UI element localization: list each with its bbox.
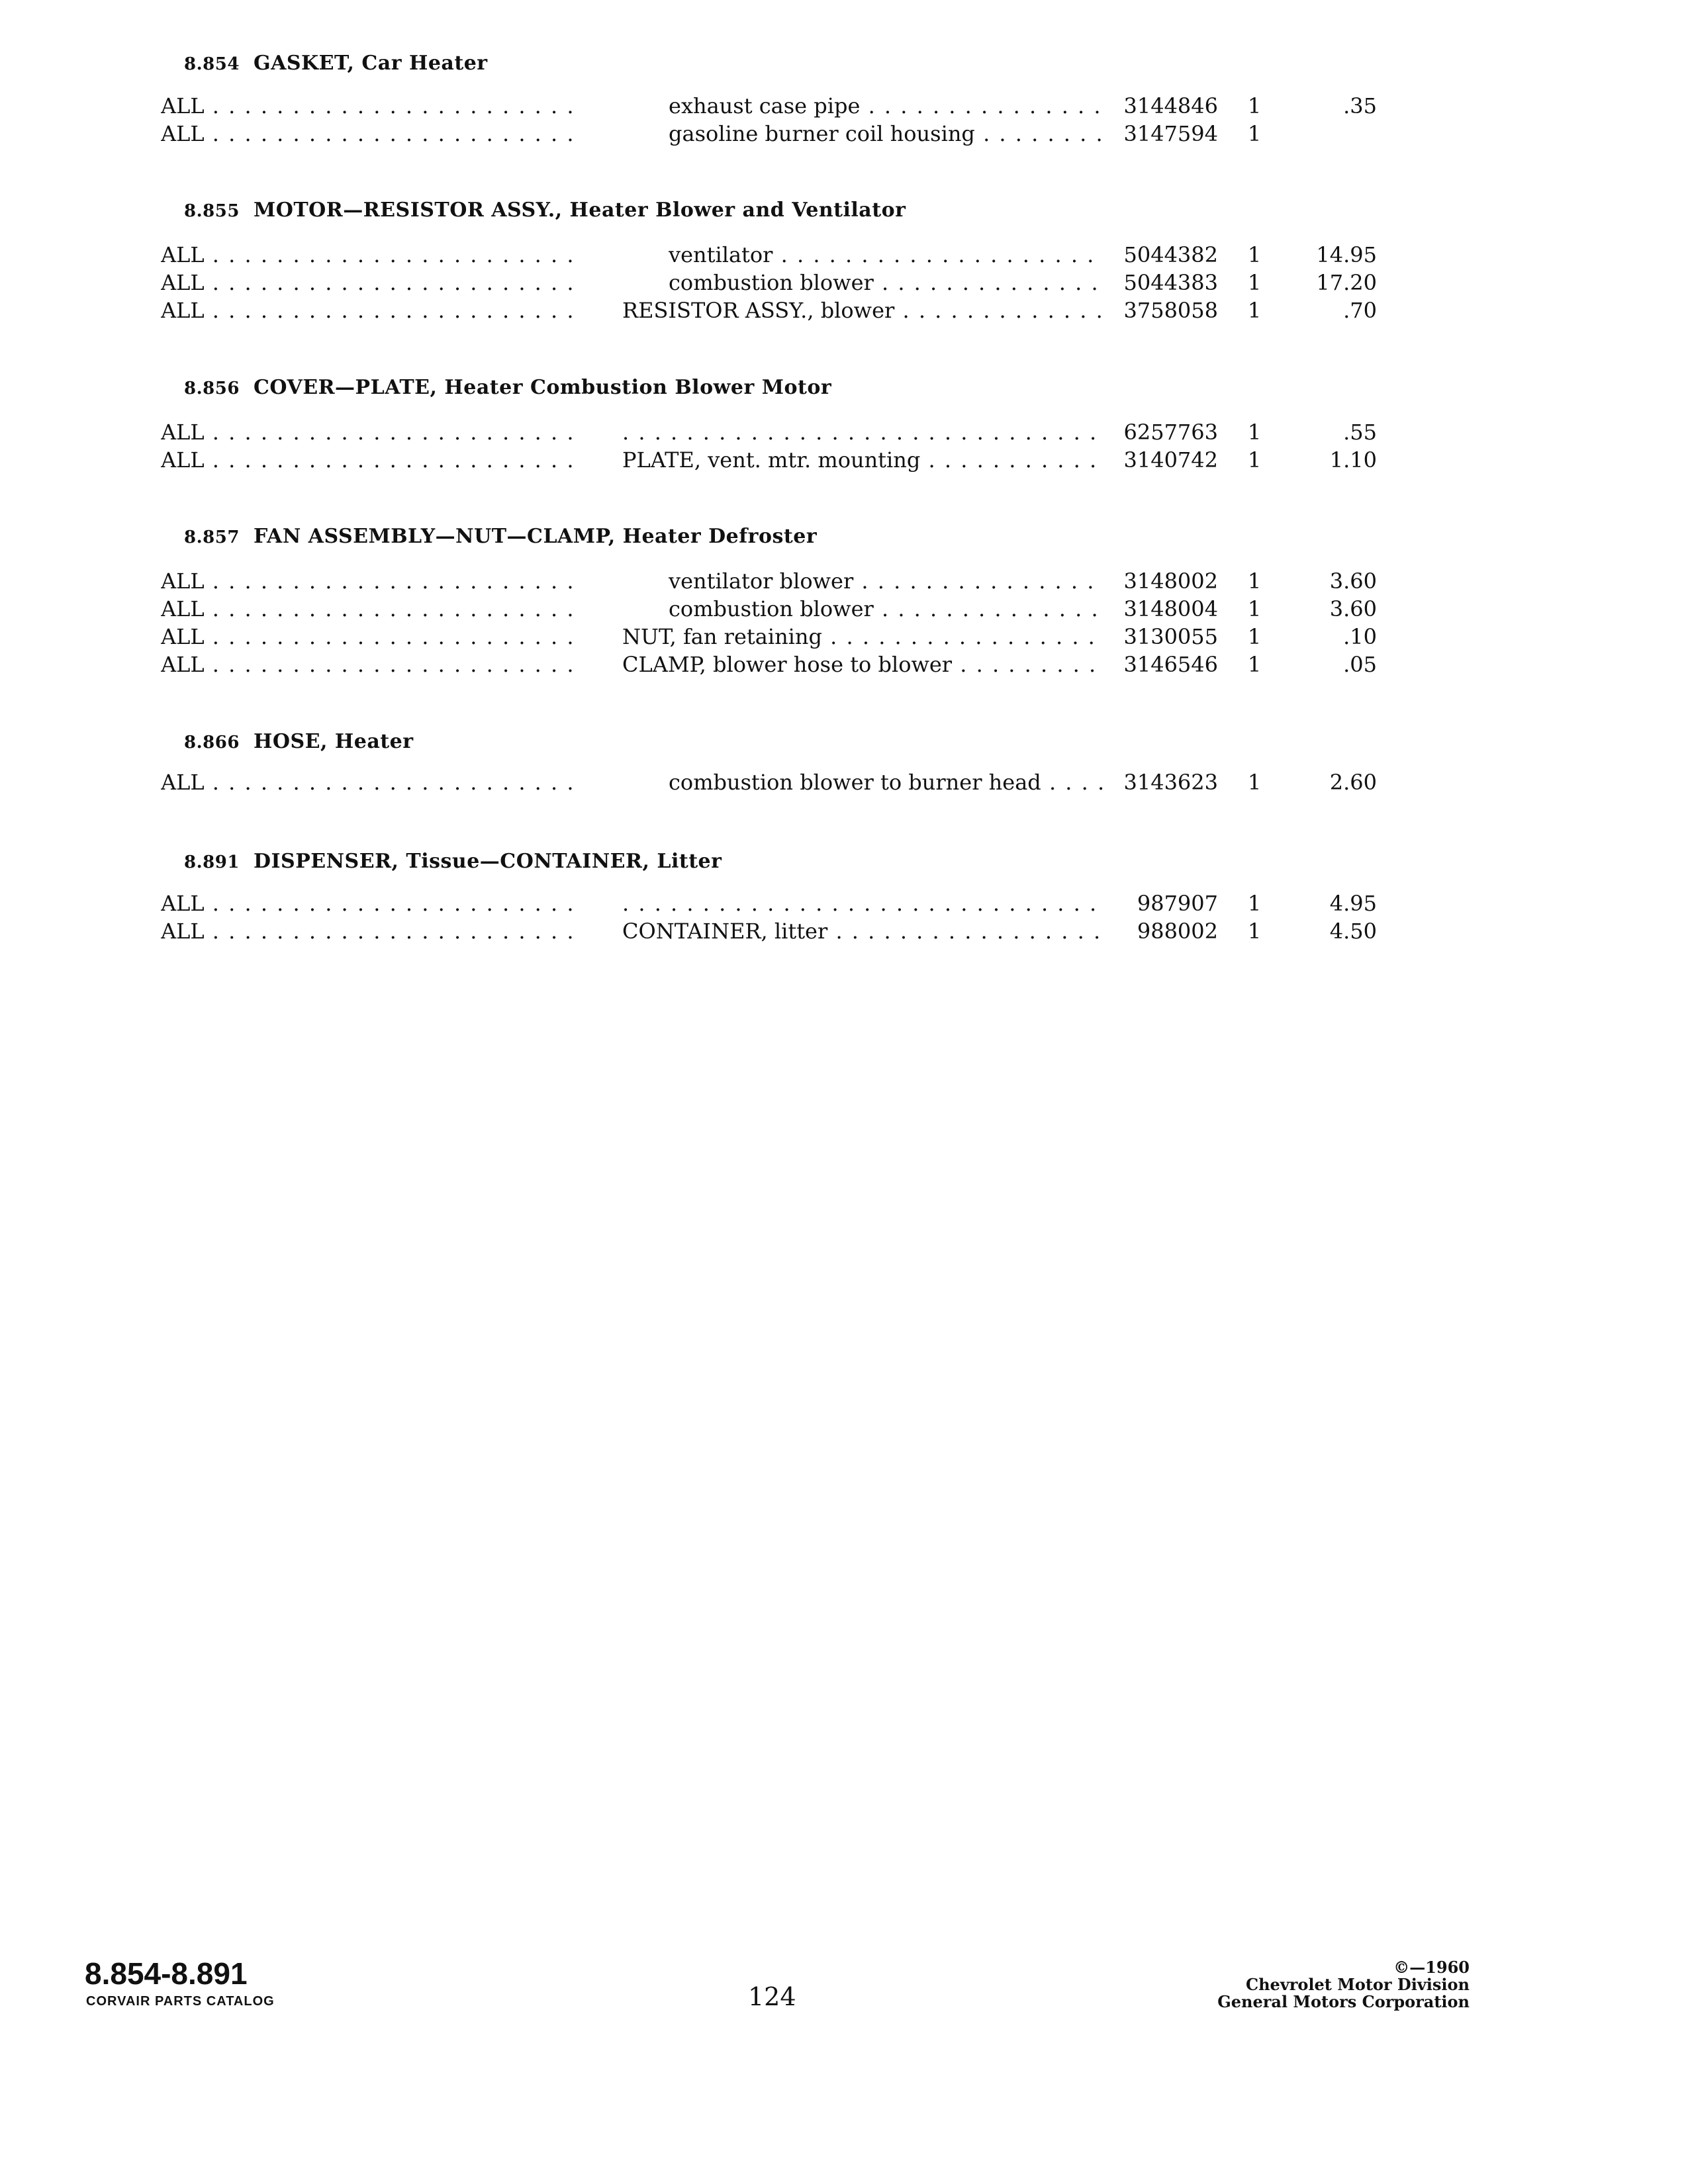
footer-section-range: 8.854-8.891 [85, 1956, 248, 1991]
section-title: MOTOR—RESISTOR ASSY., Heater Blower and Ventilator [254, 199, 906, 222]
section-heading [184, 525, 817, 548]
table-row [0, 889, 1688, 917]
table-row [0, 446, 1688, 474]
price-cell: 14.95 [1316, 242, 1377, 267]
price-cell: 4.50 [1329, 919, 1377, 944]
description-cell: CLAMP, blower hose to blower . . . [622, 651, 1104, 678]
description-cell: combustion blower . . . [669, 269, 1104, 296]
quantity-cell: 1 [1247, 270, 1262, 295]
section-title: DISPENSER, Tissue—CONTAINER, Litter [254, 850, 722, 873]
price-cell: .10 [1343, 624, 1377, 649]
table-row [0, 241, 1688, 269]
table-row [0, 567, 1688, 595]
section-number: 8.857 [184, 527, 240, 547]
quantity-cell: 1 [1247, 242, 1262, 267]
description-cell: CONTAINER, litter . . . [622, 917, 1104, 945]
part-number-cell: 3143623 [1123, 770, 1218, 795]
price-cell: .70 [1343, 298, 1377, 323]
section-number: 8.856 [184, 379, 240, 398]
corporation-name: General Motors Corporation [1217, 1992, 1470, 2011]
model-cell: ALL . . . [161, 269, 585, 296]
price-cell: .55 [1343, 420, 1377, 445]
table-row [0, 595, 1688, 623]
table-row [0, 651, 1688, 678]
part-number-cell: 988002 [1137, 919, 1218, 944]
section-number: 8.891 [184, 852, 240, 872]
table-row [0, 269, 1688, 296]
model-cell: ALL . . . [161, 917, 585, 945]
description-cell: ventilator blower . . . [669, 567, 1104, 595]
quantity-cell: 1 [1247, 447, 1262, 473]
part-number-cell: 3130055 [1123, 624, 1218, 649]
part-number-cell: 3144846 [1123, 93, 1218, 118]
quantity-cell: 1 [1247, 652, 1262, 677]
price-cell: 4.95 [1329, 891, 1377, 916]
table-row [0, 92, 1688, 120]
section-number: 8.854 [184, 54, 240, 74]
quantity-cell: 1 [1247, 596, 1262, 621]
page-number: 124 [748, 1982, 796, 2011]
table-row [0, 120, 1688, 148]
section-number: 8.866 [184, 733, 240, 752]
quantity-cell: 1 [1247, 919, 1262, 944]
quantity-cell: 1 [1247, 420, 1262, 445]
part-number-cell: 3148004 [1123, 596, 1218, 621]
section-number: 8.855 [184, 201, 240, 221]
quantity-cell: 1 [1247, 624, 1262, 649]
section-title: HOSE, Heater [254, 730, 414, 753]
description-cell: exhaust case pipe . . . [669, 92, 1104, 120]
description-cell [622, 418, 1104, 446]
model-cell: ALL . . . [161, 768, 585, 796]
table-row [0, 623, 1688, 651]
part-number-cell: 987907 [1137, 891, 1218, 916]
model-cell: ALL . . . [161, 296, 585, 324]
table-row [0, 296, 1688, 324]
quantity-cell: 1 [1247, 298, 1262, 323]
section-title: FAN ASSEMBLY—NUT—CLAMP, Heater Defroster [254, 525, 818, 548]
price-cell: .35 [1343, 93, 1377, 118]
division-name: Chevrolet Motor Division [1246, 1975, 1470, 1994]
model-cell: ALL . . . [161, 595, 585, 623]
model-cell: ALL . . . [161, 651, 585, 678]
description-cell: combustion blower . . . [669, 595, 1104, 623]
price-cell: 3.60 [1329, 596, 1377, 621]
description-cell: combustion blower to burner head . . . [669, 768, 1104, 796]
price-cell: 1.10 [1329, 447, 1377, 473]
price-cell: 17.20 [1316, 270, 1377, 295]
part-number-cell: 3147594 [1123, 121, 1218, 146]
table-row [0, 917, 1688, 945]
model-cell: ALL . . . [161, 92, 585, 120]
part-number-cell: 3148002 [1123, 569, 1218, 594]
description-cell: NUT, fan retaining . . . [622, 623, 1104, 651]
copyright-notice: ©—1960 [1393, 1958, 1470, 1977]
part-number-cell: 3146546 [1123, 652, 1218, 677]
table-row [0, 418, 1688, 446]
table-row [0, 768, 1688, 796]
model-cell: ALL . . . [161, 120, 585, 148]
footer-publisher [1217, 1959, 1470, 2011]
part-number-cell: 5044382 [1123, 242, 1218, 267]
price-cell: 2.60 [1329, 770, 1377, 795]
model-cell: ALL . . . [161, 889, 585, 917]
section-title: GASKET, Car Heater [254, 52, 488, 75]
description-cell: gasoline burner coil housing . . . [669, 120, 1104, 148]
part-number-cell: 3758058 [1123, 298, 1218, 323]
model-cell: ALL . . . [161, 418, 585, 446]
section-heading [184, 376, 831, 399]
section-heading [184, 730, 414, 753]
description-cell: PLATE, vent. mtr. mounting . . . [622, 446, 1104, 474]
price-cell: 3.60 [1329, 569, 1377, 594]
quantity-cell: 1 [1247, 891, 1262, 916]
section-title: COVER—PLATE, Heater Combustion Blower Motor [254, 376, 832, 399]
part-number-cell: 3140742 [1123, 447, 1218, 473]
price-cell: .05 [1343, 652, 1377, 677]
quantity-cell: 1 [1247, 93, 1262, 118]
part-number-cell: 5044383 [1123, 270, 1218, 295]
description-cell [622, 889, 1104, 917]
description-cell: ventilator . . . [669, 241, 1104, 269]
quantity-cell: 1 [1247, 121, 1262, 146]
description-cell: RESISTOR ASSY., blower . . . [622, 296, 1104, 324]
model-cell: ALL . . . [161, 567, 585, 595]
quantity-cell: 1 [1247, 770, 1262, 795]
section-heading [184, 199, 906, 222]
model-cell: ALL . . . [161, 623, 585, 651]
part-number-cell: 6257763 [1123, 420, 1218, 445]
section-heading [184, 52, 488, 75]
model-cell: ALL . . . [161, 241, 585, 269]
model-cell: ALL . . . [161, 446, 585, 474]
footer-catalog-title: CORVAIR PARTS CATALOG [86, 1994, 275, 2009]
quantity-cell: 1 [1247, 569, 1262, 594]
section-heading [184, 850, 722, 873]
